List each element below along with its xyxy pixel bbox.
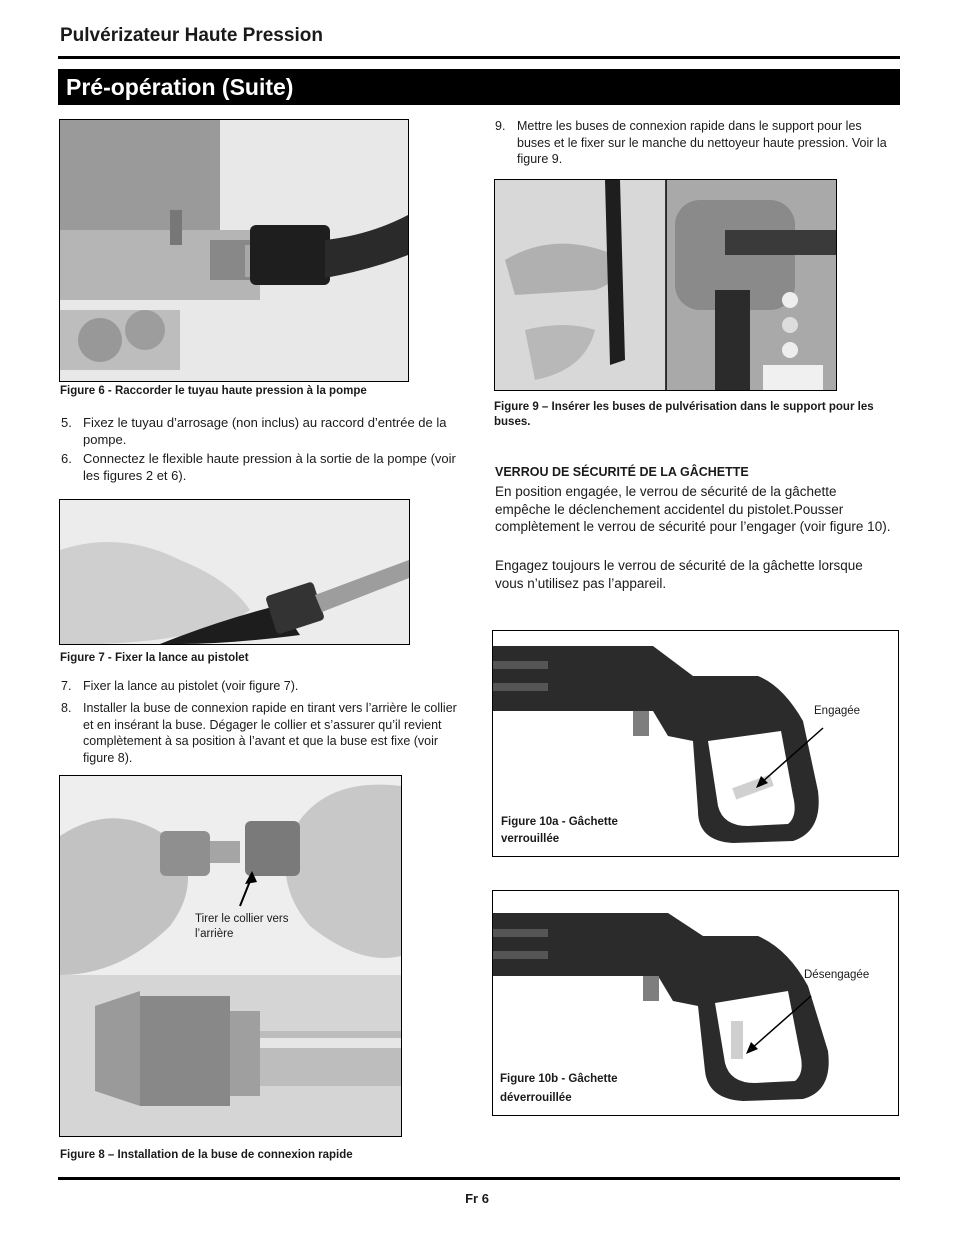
section-heading: VERROU DE SÉCURITÉ DE LA GÂCHETTE	[495, 465, 749, 479]
step-number: 7.	[61, 679, 72, 693]
step-number: 8.	[61, 701, 72, 715]
step-8	[61, 700, 461, 766]
figure-7-photo	[59, 499, 410, 645]
figure-10a-callout: Engagée	[814, 705, 861, 717]
figure-6-photo	[59, 119, 409, 382]
figure-7-caption: Figure 7 - Fixer la lance au pistolet	[60, 652, 249, 664]
figure-9-photo	[494, 179, 837, 391]
document-header-title: Pulvérizateur Haute Pression	[60, 25, 323, 46]
step-5	[61, 415, 461, 448]
step-text: Installer la buse de connexion rapide en tirant vers l’arrière le collier et en insérant la buse. Dégager le collier et s’assurer qu’il revient complètement à sa position à l’avant et que la buse est fixe (voir figure 8).	[83, 701, 457, 765]
safety-paragraph-2: Engagez toujours le verrou de sécurité de la gâchette lorsque vous n’utilisez pas l’appareil.	[495, 558, 863, 591]
figure-9-caption: Figure 9 – Insérer les buses de pulvérisation dans le support pour les buses.	[494, 401, 874, 428]
step-text: Fixez le tuyau d’arrosage (non inclus) au raccord d’entrée de la pompe.	[83, 415, 447, 447]
safety-paragraph-1: En position engagée, le verrou de sécurité de la gâchette empêche le déclenchement accidentel du pistolet.Pousser complètement le verrou de sécurité pour l’engager (voir figure 10).	[495, 484, 891, 534]
step-7	[61, 678, 461, 695]
figure-6-caption: Figure 6 - Raccorder le tuyau haute pression à la pompe	[60, 385, 367, 397]
step-text: Connectez le flexible haute pression à la sortie de la pompe (voir les figures 2 et 6).	[83, 451, 456, 483]
figure-8-photo	[59, 775, 402, 1137]
figure-8-caption: Figure 8 – Installation de la buse de connexion rapide	[60, 1149, 353, 1161]
footer-rule	[58, 1177, 900, 1180]
step-9	[495, 118, 895, 168]
step-number: 5.	[61, 415, 72, 430]
step-number: 9.	[495, 119, 506, 133]
figure-8-callout: Tirer le collier vers l’arrière	[195, 913, 289, 940]
header-rule	[58, 56, 900, 59]
figure-10a-caption: Figure 10a - Gâchette verrouillée	[501, 816, 618, 845]
section-banner: Pré-opération (Suite)	[58, 69, 900, 105]
step-text: Fixer la lance au pistolet (voir figure 7).	[83, 679, 299, 693]
step-number: 6.	[61, 451, 72, 466]
page-number: Fr 6	[465, 1191, 489, 1206]
figure-10b-callout: Désengagée	[804, 969, 870, 981]
step-text: Mettre les buses de connexion rapide dans le support pour les buses et le fixer sur le manche du nettoyeur haute pression. Voir la figure 9.	[517, 119, 887, 166]
figure-10b-caption: Figure 10b - Gâchette déverrouillée	[500, 1073, 618, 1104]
step-6	[61, 451, 461, 484]
